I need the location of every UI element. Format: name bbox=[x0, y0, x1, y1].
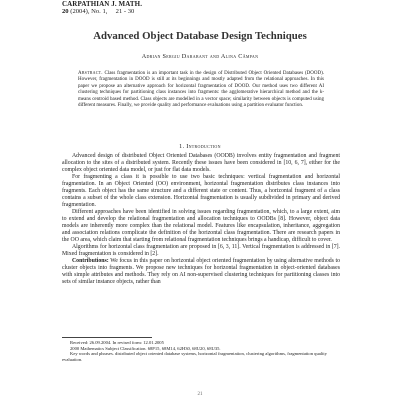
journal-issue bbox=[62, 8, 134, 15]
issue-info: (2004), No. 1, bbox=[68, 8, 108, 15]
paragraph-1: Advanced design of distributed Object Oriented Databases (OODB) involves entity fragmentation and fragment allocation to the sites of a distributed system. Recently these issues have been considered in [10, 6, 7], either for the complex object oriented data model, or just for flat data models. bbox=[62, 153, 340, 173]
journal-name: CARPATHIAN J. MATH. bbox=[62, 0, 143, 8]
paragraph-3: Different approaches have been identified in solving issues regarding fragmentation, which, to a large extent, aim to extend and develop the relational fragmentation and allocation techniques to OODBs [8]. However, object data models are inherently more complex than the relational model. Features like encapsulation, inheritance, aggregation and association relations complicate the definition of the horizontal class fragmentation. There are research papers in the OO area, which claim that starting from relational fragmentation techniques brings a handicap, difficult to cover. bbox=[62, 209, 340, 243]
page-number: 21 bbox=[197, 392, 203, 397]
body-text bbox=[62, 153, 340, 286]
volume-number: 20 bbox=[62, 8, 69, 15]
page-range: 21 - 30 bbox=[115, 8, 135, 15]
abstract-label: Abstract. bbox=[78, 71, 103, 76]
footnote-keywords: Key words and phrases. distributed object oriented database systems, horizontal fragmentation, clustering algorithms, fragmentation quality evaluation. bbox=[62, 351, 327, 362]
footnote-rule bbox=[62, 337, 152, 338]
paragraph-5 bbox=[62, 258, 340, 286]
paper-authors: Adrian Sergiu Darabant and Alina Câmpan bbox=[141, 53, 259, 60]
paragraph-2: For fragmenting a class it is possible to use two basic techniques: vertical fragmentation and horizontal fragmentation. In an Object Oriented (OO) environment, horizontal fragmentation distributes class instances into fragments. Each object has the same structure and a different state or content. Thus, a horizontal fragment of a class contains a subset of the whole class extension. Horizontal fragmentation is usually subdivided in primary and derived fragmentation. bbox=[62, 174, 340, 208]
abstract bbox=[78, 71, 324, 109]
abstract-text: Class fragmentation is an important task in the design of Distributed Object Oriented Databases (DOOD). However, fragmentation in DOOD is still at its beginnings and mostly adapted from the relational approaches. In this paper we propose an alternative approach for horizontal fragmentation of DOOD. Our method uses two different AI clustering techniques for partitioning class instances into fragments: the agglomerative hierarchical method and the k-means centroid based method. Class objects are modelled in a vector space; similarity between objects is computed using different measures. Finally, we provide quality and performance evaluations using a partition evaluator function. bbox=[78, 71, 324, 109]
footnote-received: Received: 26.09.2004. In revised form: 12.01.2005 bbox=[70, 340, 164, 345]
contributions-text: We focus in this paper on horizontal object oriented fragmentation by using alternative methods to cluster objects into fragments. We propose new techniques for horizontal fragmentation in object-oriented databases with simple attributes and methods. They rely on AI non-supervised clustering techniques for partitioning classes into sets of similar instance objects, rather than bbox=[62, 258, 340, 285]
paper-title: Advanced Object Database Design Techniques bbox=[93, 30, 307, 42]
section-heading: 1. Introduction bbox=[179, 143, 221, 150]
paragraph-4: Algorithms for horizontal class fragmentation are proposed in [6, 3, 11]. Vertical fragmentation is addressed in [7]. Mixed fragmentation is considered in [2]. bbox=[62, 244, 340, 257]
footnote bbox=[62, 340, 340, 362]
contributions-label: Contributions: bbox=[72, 258, 109, 264]
footnote-msc: 2000 Mathematics Subject Classification. 68P15, 68M14, 62H30, 68U20, 68U35. bbox=[70, 345, 221, 351]
